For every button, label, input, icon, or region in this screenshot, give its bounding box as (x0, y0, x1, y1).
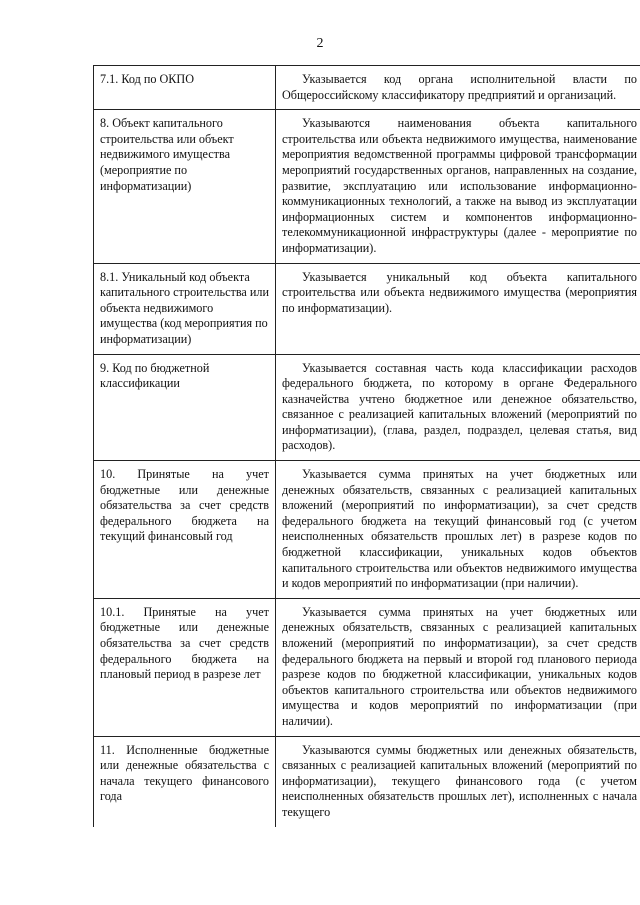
description-cell: Указываются суммы бюджетных или денежных обязательств, связанных с реализацией капитальных вложений (мероприятий по информатизации), текущего финансового года (с учетом неисполненных обязательств прошлых лет), исполненных с начала текущего (276, 736, 640, 826)
description-cell: Указывается уникальный код объекта капитального строительства или объекта недвижимого имущества (мероприятия по информатизации). (276, 263, 640, 354)
page-number: 2 (316, 36, 324, 51)
description-cell: Указывается сумма принятых на учет бюджетных или денежных обязательств, связанных с реализацией капитальных вложений (мероприятий по информатизации), за счет средств федерального бюджета на текущий финансовый год (с учетом неисполненных обязательств прошлых лет) в разрезе кодов по бюджетной классификации, уникальных кодов объектов капитального строительства или объектов недвижимого имущества и кодов мероприятий по информатизации (при наличии). (276, 461, 640, 599)
term-cell: 8.1. Уникальный код объекта капитального строительства или объекта недвижимого имущества (код мероприятия по информатизации) (94, 263, 276, 354)
description-cell: Указываются наименования объекта капитального строительства или объекта недвижимого имущества, наименование мероприятия ведомственной программы цифровой трансформации мероприятий государственных органов, направленных на создание, развитие, эксплуатацию или использование информационно-коммуникационных технологий, а также на вывод из эксплуатации информационных систем и компонентов информационно-телекоммуникационной инфраструктуры (далее - мероприятие по информатизации). (276, 110, 640, 263)
instructions-table (93, 65, 640, 827)
term-cell: 10.1. Принятые на учет бюджетные или денежные обязательства за счет средств федерального бюджета на плановый период в разрезе лет (94, 598, 276, 736)
term-cell: 11. Исполненные бюджетные или денежные обязательства с начала текущего финансового года (94, 736, 276, 826)
table-row (94, 461, 640, 599)
term-cell: 10. Принятые на учет бюджетные или денежные обязательства за счет средств федерального бюджета на текущий финансовый год (94, 461, 276, 599)
term-cell: 7.1. Код по ОКПО (94, 66, 276, 110)
table-row (94, 736, 640, 826)
table-row (94, 263, 640, 354)
description-cell: Указывается составная часть кода классификации расходов федерального бюджета, по которому в органе Федерального казначейства учтено бюджетное или денежное обязательство, связанное с реализацией капитальных вложений (мероприятий по информатизации), (глава, раздел, подраздел, целевая статья, вид расходов). (276, 354, 640, 461)
table-row (94, 66, 640, 110)
table-row (94, 110, 640, 263)
term-cell: 9. Код по бюджетной классификации (94, 354, 276, 461)
description-cell: Указывается код органа исполнительной власти по Общероссийскому классификатору предприятий и организаций. (276, 66, 640, 110)
description-cell: Указывается сумма принятых на учет бюджетных или денежных обязательств, связанных с реализацией капитальных вложений (мероприятий по информатизации), за счет средств федерального бюджета на первый и второй год планового периода разрезе кодов по бюджетной классификации, уникальных кодов объектов капитального строительства или объектов недвижимого имущества и кодов мероприятий по информатизации (при наличии). (276, 598, 640, 736)
table-row (94, 354, 640, 461)
table-row (94, 598, 640, 736)
term-cell: 8. Объект капитального строительства или объект недвижимого имущества (мероприятие по информатизации) (94, 110, 276, 263)
